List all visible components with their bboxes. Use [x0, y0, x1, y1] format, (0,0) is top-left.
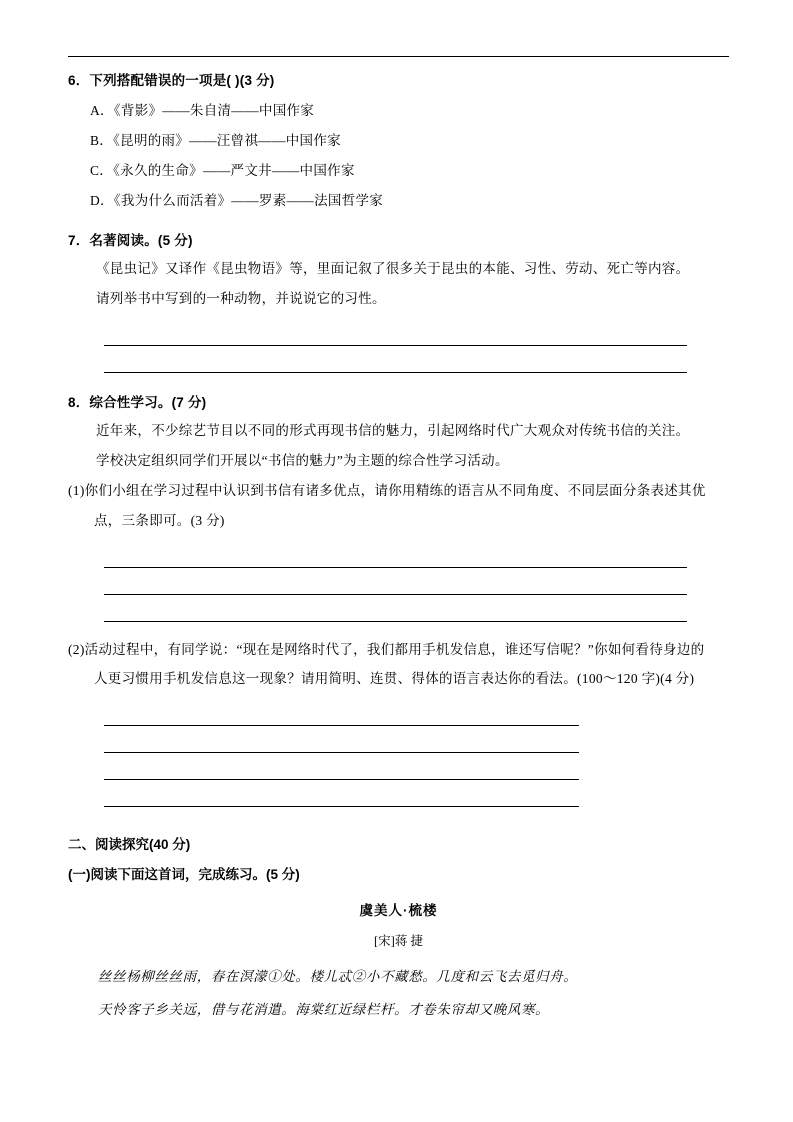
answer-line[interactable]	[104, 780, 579, 807]
poem-author: [宋]蒋 捷	[374, 934, 423, 949]
question-8-sub1-answer-lines[interactable]	[68, 541, 729, 622]
question-8-sub1-line-2: 点，三条即可。(3 分)	[94, 512, 225, 528]
question-7	[68, 229, 729, 373]
answer-line[interactable]	[104, 753, 579, 780]
question-6-option-c[interactable]: C．《永久的生命》——严文井——中国作家	[90, 163, 355, 178]
question-8-sub2-answer-lines[interactable]	[68, 699, 729, 807]
question-8-head: 8．综合性学习。(7 分)	[68, 394, 207, 410]
question-8-sub1-line-1: (1)你们小组在学习过程中认识到书信有诸多优点，请你用精练的语言从不同角度、不同层面分条表述其优	[68, 482, 706, 498]
question-7-head: 7．名著阅读。(5 分)	[68, 233, 193, 248]
question-6-option-d[interactable]: D．《我为什么而活着》——罗素——法国哲学家	[90, 193, 384, 208]
poem-title: 虞美人·梳楼	[359, 903, 438, 919]
answer-line[interactable]	[104, 699, 579, 726]
question-7-paragraph-1: 《昆虫记》又译作《昆虫物语》等，里面记叙了很多关于昆虫的本能、习性、劳动、死亡等内容。	[96, 261, 690, 276]
answer-line[interactable]	[104, 346, 687, 373]
poem-line: 天怜客子乡关远，借与花消遣。海棠红近绿栏杆。才卷朱帘却又晚风寒。	[98, 1002, 550, 1019]
question-8-paragraph-2: 学校决定组织同学们开展以“书信的魅力”为主题的综合性学习活动。	[96, 452, 509, 468]
answer-line[interactable]	[104, 319, 687, 346]
section-reading	[68, 833, 729, 1018]
question-8-sub2-line-2: 人更习惯用手机发信息这一现象？请用简明、连贯、得体的语言表达你的看法。(100～120 字)(4 分)	[94, 671, 695, 687]
question-6-head: 6．下列搭配错误的一项是( )(3 分)	[68, 73, 275, 88]
section-2-head: 二、阅读探究(40 分)	[68, 837, 191, 853]
question-8	[68, 391, 729, 808]
question-7-paragraph-2: 请列举书中写到的一种动物，并说说它的习性。	[96, 290, 386, 306]
answer-line[interactable]	[104, 568, 687, 595]
question-7-answer-lines[interactable]	[68, 319, 729, 373]
section-2-sub-head: (一)阅读下面这首词，完成练习。(5 分)	[68, 867, 300, 883]
poem-line: 丝丝杨柳丝丝雨，春在溟濛①处。楼儿忒②小不藏愁。几度和云飞去觅归舟。	[98, 969, 578, 986]
question-8-sub2-line-1: (2)活动过程中，有同学说：“现在是网络时代了，我们都用手机发信息，谁还写信呢？”你如何看待身边的	[68, 641, 705, 657]
page-top-rule	[68, 56, 729, 57]
question-6	[68, 69, 729, 209]
answer-line[interactable]	[104, 595, 687, 622]
question-6-option-b[interactable]: B．《昆明的雨》——汪曾祺——中国作家	[90, 133, 341, 148]
answer-line[interactable]	[104, 726, 579, 753]
question-6-option-a[interactable]: A．《背影》——朱自清——中国作家	[90, 103, 315, 118]
question-8-paragraph-1: 近年来，不少综艺节目以不同的形式再现书信的魅力，引起网络时代广大观众对传统书信的关注。	[96, 422, 690, 438]
answer-line[interactable]	[104, 541, 687, 568]
